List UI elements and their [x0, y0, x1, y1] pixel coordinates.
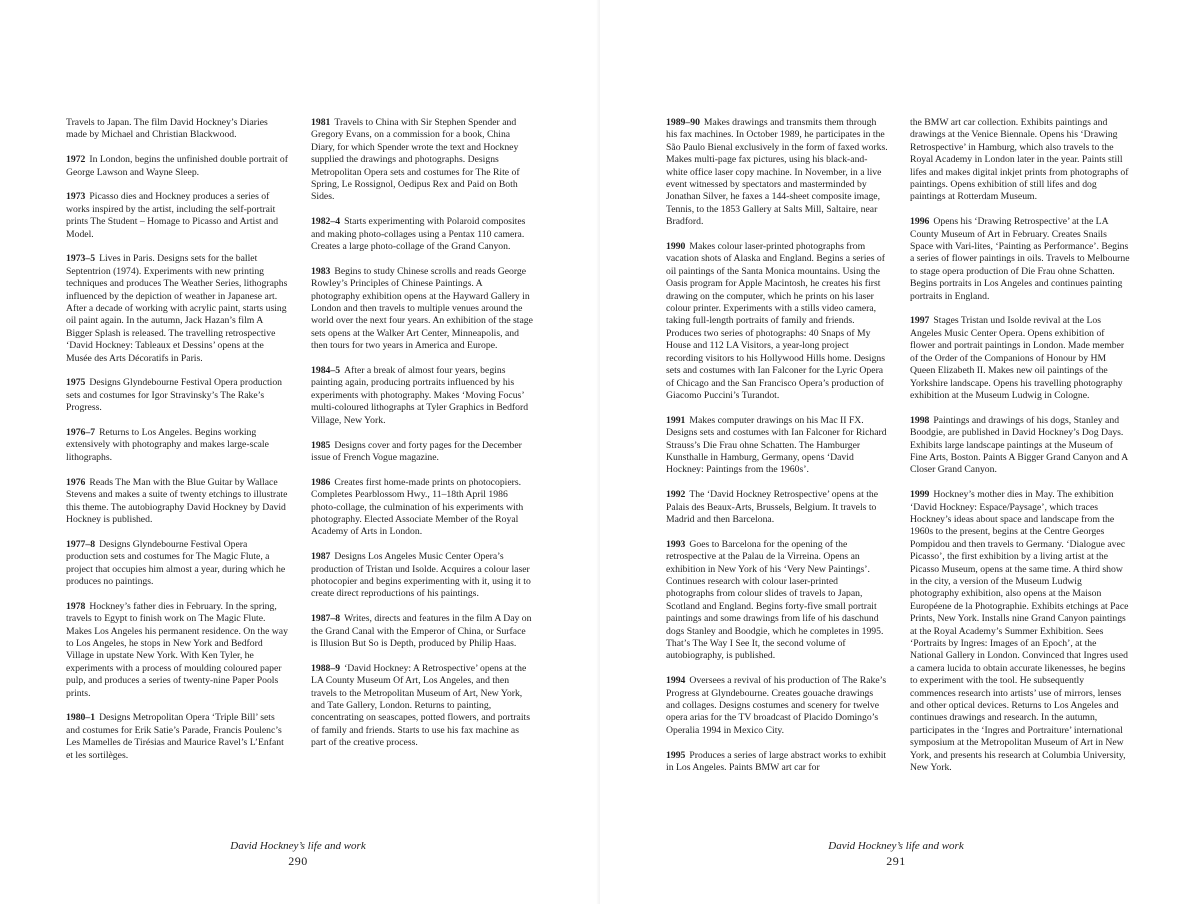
- right-page: [600, 0, 1200, 904]
- entry-text: the BMW art car collection. Exhibits paintings and drawings at the Venice Biennale. Opens his ‘Drawing Retrospective’ in Hamburg, which also travels to the Royal Academy in London later in the year. Paints still lifes and makes digital inkjet prints from photographs of paintings. Opens exhibition of still lifes and dog paintings at Rotterdam Museum.: [910, 117, 1129, 203]
- chronology-entry: [66, 154, 288, 179]
- chronology-entry: [311, 613, 533, 650]
- entry-year: 1984–5: [311, 365, 341, 377]
- entry-text: Oversees a revival of his production of The Rake’s Progress at Glyndebourne. Creates gouache drawings and collages. Designs costumes and scenery for twelve opera arias for the TV broadcast of Placido Domingo’s Operalia 1994 in Mexico City.: [666, 675, 887, 736]
- entry-text: After a break of almost four years, begins painting again, producing portraits influenced by his experiments with photography. Makes ‘Moving Focus’ multi-coloured lithographs at Tyler Graphics in Bedford Village, New York.: [311, 365, 529, 426]
- entry-text: Picasso dies and Hockney produces a series of works inspired by the artist, including the self-portrait prints The Student – Homage to Picasso and Artist and Model.: [66, 191, 279, 240]
- chronology-entry: [666, 117, 888, 229]
- entry-year: 1994: [666, 675, 686, 687]
- entry-text: Creates first home-made prints on photocopiers. Completes Pearblossom Hwy., 11–18th April 1986 photo-collage, the culmination of his experiments with photography. Elected Associate Member of the Royal Academy of Arts in London.: [311, 476, 524, 538]
- page-number: 290: [288, 854, 308, 868]
- chronology-entry: [311, 663, 533, 750]
- entry-text: Makes colour laser-printed photographs from vacation shots of Alaska and England. Begins a series of oil paintings of the Santa Monica mountains. Using the Oasis program for Apple Macintosh, he creates his first drawing on the computer, which he prints on his laser colour printer. Experiments with a stills video camera, taking full-length portraits of family and friends. Produces two series of photographs: 40 Snaps of My House and 112 LA Visitors, a year-long project recording visitors to his Hollywood Hills home. Designs sets and costumes with Ian Falconer for the Lyric Opera of Chicago and the San Francisco Opera’s production of Giacomo Puccini’s Turandot.: [666, 241, 886, 401]
- chronology-entry: [311, 365, 533, 427]
- entry-text: Designs Glyndebourne Festival Opera production sets and costumes for The Magic Flute, a project that occupies him almost a year, during which he produces no paintings.: [66, 538, 286, 587]
- text-column: [66, 117, 288, 774]
- entry-year: 1972: [66, 154, 86, 166]
- chronology-entry: [666, 489, 888, 526]
- entry-text: Goes to Barcelona for the opening of the retrospective at the Palau de la Virreina. Opens an exhibition in New York of his ‘Very New Paintings’. Continues research with colour laser-printed photographs from colour slides of travels to Japan, Scotland and England. Begins forty-five small portrait paintings and some drawings from life of his daschund dogs Stanley and Boodgie, which he completes in 1995. That’s The Way I See It, the second volume of autobiography, is published.: [666, 538, 884, 662]
- entry-text: Designs Glyndebourne Festival Opera production sets and costumes for Igor Stravinsky’s The Rake’s Progress.: [66, 377, 283, 414]
- chronology-entry: [66, 712, 288, 762]
- entry-text: Stages Tristan und Isolde revival at the Los Angeles Music Center Opera. Opens exhibition of flower and portrait paintings in London. Made member of the Order of the Companions of Honour by HM Queen Elizabeth II. Makes new oil paintings of the Yorkshire landscape. Opens his travelling photography exhibition at the Museum Ludwig in Cologne.: [910, 315, 1125, 401]
- chronology-entry: [311, 216, 533, 253]
- entry-text: Designs cover and forty pages for the December issue of French Vogue magazine.: [311, 439, 522, 463]
- chronology-entry: [311, 266, 533, 353]
- chronology-entry: [666, 675, 888, 737]
- entry-year: 1985: [311, 439, 331, 451]
- entry-text: Reads The Man with the Blue Guitar by Wallace Stevens and makes a suite of twenty etchings to illustrate this theme. The autobiography David Hockney by David Hockney is published.: [66, 476, 288, 525]
- entry-year: 1995: [666, 749, 686, 761]
- entry-text: Designs Metropolitan Opera ‘Triple Bill’ sets and costumes for Erik Satie’s Parade, Francis Poulenc’s Les Mamelles de Tirésias and Maurice Ravel’s L’Enfant et les sortilèges.: [66, 712, 284, 761]
- chronology-entry: [66, 477, 288, 527]
- entry-year: 1973: [66, 191, 86, 203]
- running-footer-title: David Hockney’s life and work: [828, 840, 964, 852]
- entry-year: 1987–8: [311, 613, 341, 625]
- entry-year: 1977–8: [66, 538, 96, 550]
- entry-year: 1980–1: [66, 712, 96, 724]
- chronology-entry: [666, 750, 888, 775]
- entry-year: 1976–7: [66, 427, 96, 439]
- chronology-entry: [311, 551, 533, 601]
- text-column: [910, 117, 1132, 787]
- entry-year: 1976: [66, 476, 86, 488]
- entry-text: Opens his ‘Drawing Retrospective’ at the LA County Museum of Art in February. Creates Snails Space with Vari-lites, ‘Painting as Performance’. Begins a series of flower paintings in oils. Travels to Melbourne to stage opera production of Die Frau ohne Schatten. Begins portraits in Los Angeles and continues painting portraits in England.: [910, 216, 1130, 302]
- chronology-entry: [66, 427, 288, 464]
- entry-text: Hockney’s mother dies in May. The exhibition ‘David Hockney: Espace/Paysage’, which traces Hockney’s ideas about space and landscape from the 1960s to the present, begins at the Centre Georges Pompidou and then travels to Germany. ‘Dialogue avec Picasso’, the first exhibition by a living artist at the Picasso Museum, opens at the same time. A third show in the city, a version of the Museum Ludwig photography exhibition, also opens at the Maison Européene de la Photographie. Exhibits etchings at Pace Prints, New York. Installs nine Grand Canyon paintings at the Royal Academy’s Summer Exhibition. Sees ‘Portraits by Ingres: Images of an Epoch’, at the National Gallery in London. Convinced that Ingres used a camera lucida to obtain accurate likenesses, he begins to experiment with the tool. He subsequently commences research into artists’ use of mirrors, lenses and other optical devices. Returns to Los Angeles and continues drawings and research. In the autumn, participates in the ‘Ingres and Portraiture’ international symposium at the Metropolitan Museum of Art in New York, and presents his research at Columbia University, New York.: [910, 489, 1129, 774]
- entry-text: Returns to Los Angeles. Begins working extensively with photography and makes large-scale lithographs.: [66, 427, 269, 463]
- entry-year: 1975: [66, 377, 86, 389]
- entry-text: Starts experimenting with Polaroid composites and making photo-collages using a Pentax 110 camera. Creates a large photo-collage of the Grand Canyon.: [311, 216, 526, 253]
- chronology-entry: [910, 117, 1132, 204]
- entry-year: 1983: [311, 265, 331, 277]
- text-column: [311, 117, 533, 762]
- chronology-entry: [910, 489, 1132, 774]
- chronology-entry: [66, 377, 288, 414]
- entry-text: Begins to study Chinese scrolls and reads George Rowley’s Principles of Chinese Paintings. A photography exhibition opens at the Hayward Gallery in London and then travels to multiple venues around the world over the next four years. An exhibition of the stage sets opens at the Walker Art Center, Minneapolis, and then tours for two years in America and Europe.: [311, 265, 533, 352]
- chronology-entry: [910, 415, 1132, 477]
- entry-text: Makes computer drawings on his Mac II FX. Designs sets and costumes with Ian Falconer for Richard Strauss’s Die Frau ohne Schatten. The Hamburger Kunsthalle in Hamburg, Germany, opens ‘David Hockney: Paintings from the 1960s’.: [666, 414, 887, 476]
- chronology-entry: [66, 539, 288, 589]
- chronology-entry: [666, 415, 888, 477]
- entry-text: Paintings and drawings of his dogs, Stanley and Boodgie, are published in David Hockney’s Dog Days. Exhibits large landscape paintings at the Museum of Fine Arts, Boston. Paints A Bigger Grand Canyon and A Closer Grand Canyon.: [910, 414, 1128, 476]
- entry-text: Writes, directs and features in the film A Day on the Grand Canal with the Emperor of China, or Surface is Illusion But So is Depth, produced by Philip Haas.: [311, 613, 532, 649]
- entry-text: ‘David Hockney: A Retrospective’ opens at the LA County Museum Of Art, Los Angeles, and then travels to the Metropolitan Museum of Art, New York, and Tate Gallery, London. Returns to painting, concentrating on seascapes, potted flowers, and portraits of family and friends. Starts to use his fax machine as part of the creative process.: [311, 662, 530, 749]
- chronology-entry: [910, 315, 1132, 402]
- entry-year: 1999: [910, 489, 930, 501]
- entry-year: 1989–90: [666, 117, 700, 128]
- text-column: [666, 117, 888, 787]
- chronology-entry: [666, 539, 888, 663]
- running-footer-title: David Hockney’s life and work: [230, 840, 366, 852]
- entry-text: Produces a series of large abstract works to exhibit in Los Angeles. Paints BMW art car for: [666, 749, 887, 774]
- entry-text: In London, begins the unfinished double portrait of George Lawson and Wayne Sleep.: [66, 154, 288, 178]
- entry-text: Travels to Japan. The film David Hockney’s Diaries made by Michael and Christian Blackwood.: [66, 117, 268, 141]
- chronology-entry: [910, 216, 1132, 303]
- page-footer: [796, 839, 996, 869]
- entry-year: 1997: [910, 315, 930, 327]
- entry-text: The ‘David Hockney Retrospective’ opens at the Palais des Beaux-Arts, Brussels, Belgium. It travels to Madrid and then Barcelona.: [666, 489, 879, 525]
- entry-text: Travels to China with Sir Stephen Spender and Gregory Evans, on a commission for a book, China Diary, for which Spender wrote the text and Hockney supplied the drawings and photographs. Designs Metropolitan Opera sets and costumes for The Rite of Spring, Le Rossignol, Oedipus Rex and Paid on Both Sides.: [311, 117, 520, 203]
- chronology-entry: [66, 117, 288, 142]
- chronology-entry: [66, 601, 288, 700]
- entry-year: 1998: [910, 414, 930, 426]
- entry-year: 1990: [666, 241, 686, 253]
- page-number: 291: [886, 854, 906, 868]
- entry-year: 1973–5: [66, 253, 96, 265]
- entry-year: 1978: [66, 600, 86, 612]
- entry-year: 1992: [666, 489, 686, 501]
- entry-year: 1987: [311, 551, 331, 563]
- entry-text: Designs Los Angeles Music Center Opera’s production of Tristan und Isolde. Acquires a colour laser photocopier and begins experimenting with it, using it to create direct reproductions of his paintings.: [311, 551, 531, 600]
- chronology-entry: [311, 477, 533, 539]
- entry-year: 1991: [666, 414, 686, 426]
- entry-year: 1986: [311, 476, 331, 488]
- entry-year: 1982–4: [311, 216, 341, 228]
- entry-year: 1993: [666, 538, 686, 550]
- chronology-entry: [66, 253, 288, 365]
- chronology-entry: [311, 440, 533, 465]
- chronology-entry: [311, 117, 533, 204]
- entry-year: 1988–9: [311, 662, 341, 674]
- chronology-entry: [66, 191, 288, 241]
- entry-text: Hockney’s father dies in February. In the spring, travels to Egypt to finish work on The Magic Flute. Makes Los Angeles his permanent residence. On the way to Los Angeles, he stops in New York and Bedford Village in upstate New York. With Ken Tyler, he experiments with a process of moulding coloured paper pulp, and produces a series of twenty-nine Paper Pools prints.: [66, 600, 288, 699]
- chronology-entry: [666, 241, 888, 402]
- entry-year: 1981: [311, 117, 331, 128]
- entry-year: 1996: [910, 216, 930, 228]
- page-footer: [198, 839, 398, 869]
- entry-text: Lives in Paris. Designs sets for the ballet Septentrion (1974). Experiments with new printing techniques and produces The Weather Series, lithographs influenced by the depiction of weather in Japanese art. After a decade of working with acrylic paint, starts using oil paint again. In the autumn, Jack Hazan’s film A Bigger Splash is released. The travelling retrospective ‘David Hockney: Tableaux et Dessins’ opens at the Musée des Arts Décoratifs in Paris.: [66, 253, 288, 364]
- entry-text: Makes drawings and transmits them through his fax machines. In October 1989, he participates in the São Paulo Bienal exclusively in the form of faxed works. Makes multi-page fax pictures, using his black-and-white office laser copy machine. In November, in a live event witnessed by spectators and masterminded by Jonathan Silver, he faxes a 144-sheet composite image, Tennis, to the 1853 Gallery at Salts Mill, Saltaire, near Bradford.: [666, 117, 888, 228]
